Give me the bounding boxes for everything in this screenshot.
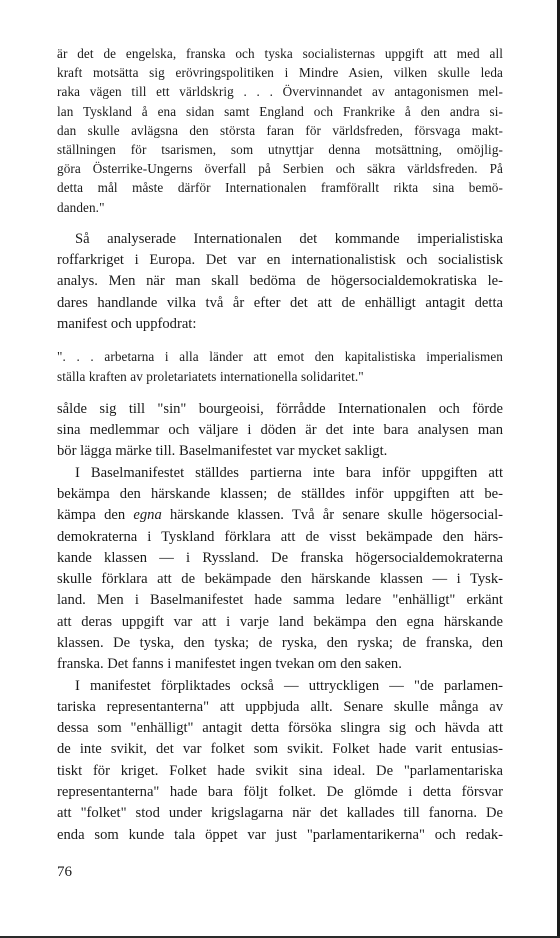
text-line: analys. Men när man skall bedöma de högersocialdemokratiska le-	[57, 273, 503, 290]
quote-manifest-solidarity	[57, 347, 503, 385]
text-line: raka vägen till ett världskrig . . . Övervinnandet av antagonismen mel-	[57, 84, 503, 100]
text-line: är det de engelska, franska och tyska socialisternas uppgift att med all	[57, 46, 503, 61]
text-line: manifest och uppfodrat:	[57, 316, 197, 333]
text-line	[57, 505, 503, 526]
text-line: ". . . arbetarna i alla länder att emot den kapitalistiska imperialismen	[57, 349, 503, 365]
quote-basel-manifest	[57, 44, 503, 217]
text-line: representanterna" hade bara följt folket. De glömde i detta försvar	[57, 784, 503, 801]
text-segment: härskande klassen. Två år senare skulle högersocial-	[161, 507, 503, 524]
text-line: lan Tyskland å ena sidan samt England och Frankrike å den andra si-	[57, 103, 503, 119]
text-line: att deras uppgift var att i varje land bekämpa den egna härskande	[57, 613, 503, 630]
text-line: I Baselmanifestet ställdes partierna inte bara inför uppgiften att	[75, 464, 503, 481]
text-line: kande klassen — i Ryssland. De franska högersocialdemokraterna	[57, 549, 503, 566]
text-line: göra Österrike-Ungerns överfall på Serbien och säkra världsfreden. På	[57, 161, 503, 177]
emphasis-text: egna	[133, 507, 162, 524]
text-line: bör lägga märke till. Baselmanifestet var mycket sakligt.	[57, 443, 388, 460]
text-line: Så analyserade Internationalen det kommande imperialistiska	[75, 230, 503, 247]
text-line: att "folket" stod under krigslagarna när det kallades till fanorna. De	[57, 805, 503, 822]
paragraph-analysis	[57, 229, 503, 335]
paragraph-basel-manifest	[57, 463, 503, 676]
text-line: franska. Det fanns i manifestet ingen tvekan om den saken.	[57, 656, 402, 673]
text-line: de inte svikit, det var folket som svikit. Folket hade varit entusias-	[57, 741, 503, 758]
text-line: sina medlemmar och väljare i döden är det inte bara analysen man	[57, 422, 503, 439]
text-line: detta mål måste därför Internationalen framförallt rikta sina bemö-	[57, 180, 503, 196]
text-line: kraft motsätta sig erövringspolitiken i Mindre Asien, vilken skulle leda	[57, 65, 503, 81]
text-segment: kämpa den	[57, 507, 134, 524]
text-line: ställa kraften av proletariatets internationella solidaritet."	[57, 368, 364, 384]
text-line: land. Men i Baselmanifestet hade samma ledare "enhälligt" erkänt	[57, 592, 503, 609]
page-number: 76	[57, 864, 72, 880]
text-line: danden."	[57, 199, 105, 215]
text-line: demokraterna i Tyskland förklara att de visst bekämpade den härs-	[57, 528, 503, 545]
text-line: I manifestet förpliktades också — uttryckligen — "de parlamen-	[75, 677, 503, 694]
text-line: bekämpa den härskande klassen; de ställdes inför uppgiften att be-	[57, 485, 503, 502]
text-line: enda som kunde tala öppet var just "parlamentarikerna" och redak-	[57, 826, 503, 843]
text-line: klassen. De tyska, den tyska; de ryska, den ryska; de franska, den	[57, 634, 503, 651]
text-line: sålde sig till "sin" bourgeoisi, förrådde Internationalen och förde	[57, 400, 503, 417]
text-line: dares handlande vilka två år efter det att de enhälligt antagit detta	[57, 294, 503, 311]
text-line: dessa som "enhälligt" antagit detta försöka slingra sig och hävda att	[57, 720, 503, 737]
paragraph-parliamentarians	[57, 676, 503, 846]
text-line: skulle förklara att de bekämpade den härskande klassen — i Tysk-	[57, 571, 503, 588]
text-line: dan skulle avlägsna den största faran för världsfreden, försvaga makt-	[57, 122, 503, 138]
text-line: ställningen för tsarismen, som utnyttjar denna motsättning, omöjlig-	[57, 142, 503, 158]
text-line: tariska representanterna" att uppbjuda allt. Senare skulle många av	[57, 698, 503, 715]
paragraph-betrayal	[57, 399, 503, 463]
page-content	[57, 44, 503, 846]
text-line: roffarkriget i Europa. Det var en internationalistisk och socialistisk	[57, 252, 503, 269]
text-line: tiskt för kriget. Folket hade svikit sina ideal. De "parlamentariska	[57, 762, 503, 779]
